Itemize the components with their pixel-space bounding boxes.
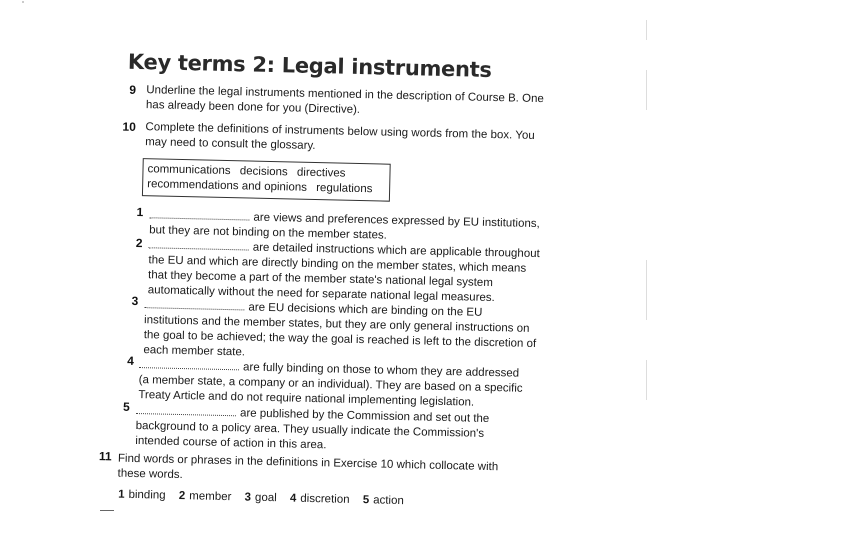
definition-5-text: are published by the Commission and set out the background to a policy area. They usually indicate the Commission's intended course of action in this area. bbox=[135, 407, 490, 452]
definition-4-number: 4 bbox=[127, 353, 135, 368]
answer-blank bbox=[136, 404, 236, 416]
answer-blank bbox=[139, 358, 239, 370]
definition-2-number: 2 bbox=[135, 235, 143, 251]
scan-artifact-line bbox=[646, 70, 647, 110]
definition-3 bbox=[143, 298, 538, 367]
word-box-item: directives bbox=[296, 166, 346, 180]
scan-speck bbox=[22, 1, 24, 3]
page-title: Key terms 2: Legal instruments bbox=[127, 49, 492, 82]
scan-artifact-line bbox=[646, 360, 647, 400]
exercise-10-instruction: Complete the definitions of instruments below using words from the box. You may need to consult the glossary. bbox=[145, 121, 535, 153]
word-box-item: communications bbox=[147, 163, 231, 178]
exercise-9-number: 9 bbox=[129, 82, 137, 97]
definition-4 bbox=[138, 358, 531, 412]
exercise-11-instruction: Find words or phrases in the definitions in Exercise 10 which collocate with these words. bbox=[117, 452, 499, 482]
answer-blank bbox=[149, 208, 249, 220]
scan-artifact-line bbox=[646, 260, 647, 320]
collocation-item: 1 binding bbox=[117, 488, 166, 502]
collocation-item: 4 discretion bbox=[289, 492, 350, 506]
collocation-item: 3 goal bbox=[244, 491, 277, 505]
definition-2 bbox=[148, 238, 541, 307]
definition-5 bbox=[135, 404, 502, 457]
answer-blank bbox=[144, 298, 244, 310]
definition-3-number: 3 bbox=[131, 293, 139, 309]
definition-3-text: are EU decisions which are binding on the EU institutions and the member states, but they are only general instructions on the goal to be achieved; the way the goal is reached is left to the discretion of each member state. bbox=[143, 301, 537, 359]
definition-1-number: 1 bbox=[136, 204, 144, 220]
definition-2-text: are detailed instructions which are applicable throughout the EU and which are directly binding on the member states, which means that they become a part of the member state's national legal system automatically without the need for separate national legal measures. bbox=[147, 241, 540, 305]
collocation-item: 2 member bbox=[178, 489, 232, 504]
definition-1-text: are views and preferences expressed by EU institutions, but they are not binding on the member states. bbox=[149, 211, 540, 242]
scan-speck bbox=[100, 510, 114, 511]
word-box-item: decisions bbox=[239, 165, 288, 179]
collocation-list bbox=[118, 489, 414, 508]
word-box bbox=[142, 158, 391, 202]
definition-5-number: 5 bbox=[122, 399, 130, 414]
word-box-item: regulations bbox=[316, 182, 373, 196]
collocation-item: 5 action bbox=[362, 494, 404, 508]
word-box-item: recommendations and opinions bbox=[147, 178, 308, 194]
exercise-11-number: 11 bbox=[98, 449, 112, 464]
answer-blank bbox=[149, 238, 249, 250]
definition-4-text: are fully binding on those to whom they are addressed (a member state, a company or an individual). They are based on a specific Treaty Article and do not require national implementing legislation. bbox=[138, 361, 523, 409]
exercise-9-instruction: Underline the legal instruments mentioned in the description of Course B. One has already been done for you (Directive). bbox=[145, 84, 544, 117]
exercise-10-number: 10 bbox=[122, 119, 136, 134]
scan-artifact-line bbox=[646, 20, 647, 40]
